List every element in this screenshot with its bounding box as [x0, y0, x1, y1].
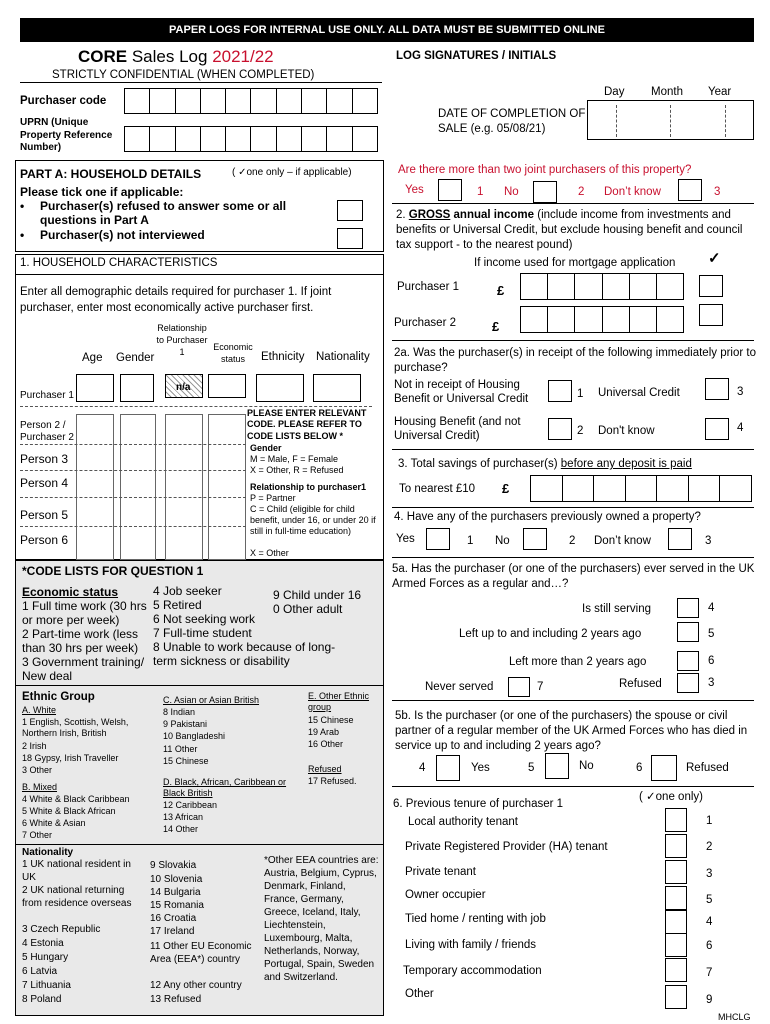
ethnic-group-title: Ethnic Group [22, 691, 95, 703]
q5b-no-checkbox[interactable] [545, 753, 569, 779]
row-divider [20, 444, 246, 445]
col-economic-header: Economic status [213, 342, 253, 364]
persons-relationship-column[interactable] [165, 414, 203, 560]
tenure-option-1-code: 1 [706, 815, 713, 827]
savings-input[interactable] [530, 475, 752, 502]
tenure-option-6-checkbox[interactable] [665, 933, 687, 957]
na-label: n/a [176, 382, 191, 393]
purchaser-code-label: Purchaser code [20, 95, 107, 107]
income-purchaser-1-label: Purchaser 1 [397, 281, 460, 293]
purchaser-1-ethnicity[interactable] [256, 374, 304, 402]
q5b-yes-checkbox[interactable] [436, 755, 460, 781]
nat-code-5: 5 Hungary [22, 952, 69, 963]
section-rule [392, 449, 754, 450]
q5b-spouse-question: 5b. Is the purchaser (or one of the purchasers) the spouse or civil partner of a regular member of the UK Armed Forces who has died in service up to and including 2 years ago? [395, 710, 748, 752]
savings-nearest-label: To nearest £10 [399, 483, 476, 495]
tenure-option-5-checkbox[interactable] [665, 910, 687, 934]
nat-code-12: 12 Any other country [150, 980, 242, 991]
tenure-option-4-checkbox[interactable] [665, 886, 687, 910]
benefit-option-2-checkbox[interactable] [548, 418, 572, 440]
eth-code-1: 1 English, Scottish, Welsh, Northern Irish, British [22, 717, 129, 738]
service-left-recent-checkbox[interactable] [677, 622, 699, 642]
q3-savings-question: 3. Total savings of purchaser(s) before any deposit is paid [398, 458, 692, 470]
eth-code-16: 16 Other [308, 739, 344, 749]
tenure-option-2-label: Private Registered Provider (HA) tenant [405, 841, 608, 853]
eth-code-2: 2 Irish [22, 741, 47, 751]
purchaser-1-nationality[interactable] [313, 374, 361, 402]
row-divider [20, 470, 246, 471]
footer-mhclg: MHCLG [718, 1012, 751, 1022]
section-rule [392, 557, 754, 558]
persons-age-column[interactable] [76, 414, 114, 560]
service-still-serving-label: Is still serving [582, 603, 652, 615]
benefit-option-2-label: Housing Benefit (and not Universal Credit) [394, 416, 521, 443]
q4-yes-checkbox[interactable] [426, 528, 450, 550]
tenure-option-8-label: Other [405, 988, 434, 1000]
benefit-option-4-label: Don't know [598, 425, 655, 437]
nat-code-13: 13 Refused [150, 994, 202, 1005]
uprn-label: UPRN (Unique Property Reference Number) [20, 117, 113, 153]
tenure-option-8-checkbox[interactable] [665, 985, 687, 1009]
service-left-earlier-label: Left more than 2 years ago [509, 656, 647, 668]
eth-other-heading: E. Other Ethnic group [308, 691, 370, 712]
nat-code-6: 6 Latvia [22, 966, 58, 977]
not-interviewed-label: Purchaser(s) not interviewed [40, 228, 205, 242]
service-never-checkbox[interactable] [508, 677, 530, 697]
econ-code-6: 6 Not seeking work [153, 612, 256, 626]
col-nationality-header: Nationality [316, 351, 370, 363]
nat-code-15: 15 Romania [150, 900, 204, 911]
service-refused-code: 3 [708, 677, 715, 689]
q2-income-question: 2. GROSS annual income (include income from investments and benefits or Universal Credit, but exclude housing benefit and council tax support - to the nearest pound) [396, 209, 743, 251]
econ-code-0: 0 Other adult [273, 602, 343, 616]
service-left-recent-label: Left up to and including 2 years ago [459, 628, 642, 640]
section-rule [392, 340, 754, 341]
benefit-option-3-label: Universal Credit [598, 387, 680, 399]
date-month-label: Month [651, 86, 683, 98]
eth-code-8: 8 Indian [163, 707, 196, 717]
economic-status-title: Economic status [22, 585, 119, 599]
col-relationship-header: Relationship to Purchaser 1 [156, 323, 208, 358]
eth-code-14: 14 Other [163, 824, 199, 834]
tenure-option-2-code: 2 [706, 841, 713, 853]
gender-codes-line-2: X = Other, R = Refused [250, 465, 344, 475]
date-day-label: Day [604, 86, 625, 98]
nat-code-16: 16 Croatia [150, 913, 197, 924]
purchaser-1-economic[interactable] [208, 374, 246, 398]
bullet-dot: • [20, 199, 25, 213]
q5b-no-label: No [579, 760, 594, 772]
q5b-yes-label: Yes [471, 762, 490, 774]
benefit-option-1-checkbox[interactable] [548, 380, 572, 402]
q4-dk-label: Don’t know [594, 535, 651, 547]
income-purchaser-2-label: Purchaser 2 [394, 317, 457, 329]
q4-dk-code: 3 [705, 535, 712, 547]
row-label-person-3: Person 3 [20, 452, 69, 466]
service-left-recent-code: 5 [708, 628, 715, 640]
pound-icon: £ [502, 481, 510, 496]
econ-code-7: 7 Full-time student [153, 626, 252, 640]
part-a-tick-note: ( ✓one only – if applicable) [232, 167, 352, 178]
q5a-armed-forces-question: 5a. Has the purchaser (or one of the purchasers) ever served in the UK Armed Forces as a regular and…? [392, 563, 755, 590]
refused-option-label: Purchaser(s) refused to answer some or all questions in Part A [40, 199, 287, 228]
gender-codes-line-1: M = Male, F = Female [250, 454, 339, 464]
not-interviewed-checkbox[interactable] [337, 228, 363, 249]
q4-yes-code: 1 [467, 535, 474, 547]
nat-code-14: 14 Bulgaria [150, 887, 201, 898]
household-title: 1. HOUSEHOLD CHARACTERISTICS [20, 257, 218, 269]
eth-code-6: 6 White & Asian [22, 818, 86, 828]
econ-code-3: 3 Government training/ New deal [22, 655, 145, 684]
q4-no-label: No [495, 535, 510, 547]
tenure-option-7-code: 7 [706, 967, 713, 979]
joint-no-code: 2 [578, 186, 585, 198]
econ-code-9: 9 Child under 16 [273, 588, 362, 602]
gender-codes-title: Gender [250, 443, 282, 453]
tenure-option-2-checkbox[interactable] [665, 834, 687, 858]
code-divider [15, 844, 384, 845]
eth-code-18: 18 Gypsy, Irish Traveller [22, 753, 119, 763]
eea-countries-note: *Other EEA countries are: Austria, Belgium, Cyprus, Denmark, Finland, France, Germany, Greece, Iceland, Italy, Liechtenstein, Luxembourg, Malta, Netherlands, Norway, Portugal, Spain, Sweden and Switzerland. [264, 855, 379, 983]
econ-code-2: 2 Part-time work (less than 30 hrs per week) [22, 627, 139, 656]
eth-code-17: 17 Refused. [308, 776, 357, 786]
col-age-header: Age [82, 352, 103, 364]
benefit-option-2-code: 2 [577, 425, 584, 437]
col-gender-header: Gender [116, 352, 155, 364]
persons-economic-column[interactable] [208, 414, 246, 560]
please-tick-label: Please tick one if applicable: [20, 185, 184, 199]
joint-yes-code: 1 [477, 186, 484, 198]
bullet-dot: • [20, 228, 25, 242]
q4-no-code: 2 [569, 535, 576, 547]
nat-code-2: 2 UK national returning from residence overseas [22, 885, 132, 909]
tenure-option-5-code: 4 [706, 916, 713, 928]
relationship-code-partner: P = Partner [250, 493, 296, 503]
purchaser-1-gender[interactable] [120, 374, 154, 402]
nat-code-17: 17 Ireland [150, 926, 195, 937]
eth-code-7: 7 Other [22, 830, 53, 840]
q5b-no-code: 5 [528, 762, 535, 774]
service-still-serving-checkbox[interactable] [677, 598, 699, 618]
joint-dk-code: 3 [714, 186, 721, 198]
nat-code-11: 11 Other EU Economic Area (EEA*) country [150, 941, 252, 965]
page-title: CORE Sales Log 2021/22 [78, 47, 274, 66]
eth-code-15: 15 Chinese [163, 756, 209, 766]
relationship-code-child: C = Child (eligible for child benefit, under 16, or under 20 if still in full-time education) [250, 504, 376, 536]
date-year-label: Year [708, 86, 732, 98]
code-notice: PLEASE ENTER RELEVANT CODE. PLEASE REFER TO CODE LISTS BELOW * [247, 408, 367, 441]
joint-dk-checkbox[interactable] [678, 179, 702, 201]
econ-code-4: 4 Job seeker [153, 584, 222, 598]
tenure-option-6-code: 6 [706, 940, 713, 952]
service-left-earlier-code: 6 [708, 655, 715, 667]
section-rule [392, 203, 754, 204]
income-p2-mortgage-checkbox[interactable] [699, 304, 723, 326]
relationship-codes-title: Relationship to purchaser1 [250, 482, 367, 492]
tenure-option-1-checkbox[interactable] [665, 808, 687, 832]
eth-mixed-heading: B. Mixed [22, 782, 58, 792]
eth-code-11: 11 Other [163, 744, 198, 754]
nat-code-4: 4 Estonia [22, 938, 64, 949]
row-divider [20, 406, 372, 407]
tenure-option-3-checkbox[interactable] [665, 860, 687, 884]
tenure-option-8-code: 9 [706, 994, 713, 1006]
eth-code-9: 9 Pakistani [163, 719, 208, 729]
eth-code-13: 13 African [163, 812, 204, 822]
q5b-yes-code: 4 [419, 762, 426, 774]
service-left-earlier-checkbox[interactable] [677, 651, 699, 671]
tenure-option-7-checkbox[interactable] [665, 958, 687, 982]
joint-yes-label: Yes [405, 184, 424, 196]
benefit-option-3-checkbox[interactable] [705, 378, 729, 400]
nat-code-3: 3 Czech Republic [22, 924, 101, 935]
tenure-option-3-label: Private tenant [405, 866, 476, 878]
tenure-option-4-label: Owner occupier [405, 889, 486, 901]
household-title-rule [15, 274, 384, 275]
pound-icon: £ [497, 283, 505, 298]
purchaser-code-input[interactable] [124, 88, 378, 114]
eth-code-4: 4 White & Black Caribbean [22, 794, 130, 804]
tenure-option-3-code: 3 [706, 868, 713, 880]
service-never-label: Never served [425, 681, 494, 693]
uprn-input[interactable] [124, 126, 378, 152]
code-lists-title: *CODE LISTS FOR QUESTION 1 [22, 564, 204, 578]
q4-no-checkbox[interactable] [523, 528, 547, 550]
q4-yes-label: Yes [396, 533, 415, 545]
section-rule [392, 700, 754, 701]
refused-checkbox[interactable] [337, 200, 363, 221]
section-rule [392, 507, 754, 508]
part-a-title: PART A: HOUSEHOLD DETAILS [20, 167, 202, 181]
benefit-option-1-code: 1 [577, 388, 584, 400]
tenure-option-5-label: Tied home / renting with job [405, 913, 546, 925]
row-label-person-4: Person 4 [20, 476, 69, 490]
banner-text: PAPER LOGS FOR INTERNAL USE ONLY. ALL DATA MUST BE SUBMITTED ONLINE [169, 24, 605, 36]
pound-icon: £ [492, 319, 500, 334]
tenure-option-1-label: Local authority tenant [408, 816, 518, 828]
row-label-person-5: Person 5 [20, 508, 69, 522]
service-never-code: 7 [537, 681, 544, 693]
nat-code-1: 1 UK national resident in UK [22, 859, 131, 883]
q4-dk-checkbox[interactable] [668, 528, 692, 550]
q2a-benefits-question: 2a. Was the purchaser(s) in receipt of the following immediately prior to purchase? [394, 347, 756, 374]
row-divider [20, 526, 246, 527]
eth-white-heading: A. White [22, 705, 57, 715]
nat-code-7: 7 Lithuania [22, 980, 71, 991]
service-still-serving-code: 4 [708, 602, 715, 614]
q6-tenure-question: 6. Previous tenure of purchaser 1 [393, 798, 564, 810]
eth-code-15b: 15 Chinese [308, 715, 354, 725]
eth-asian-heading: C. Asian or Asian British [163, 695, 260, 705]
section-rule [392, 786, 754, 787]
service-refused-label: Refused [619, 678, 662, 690]
econ-code-1: 1 Full time work (30 hrs or more per week) [22, 599, 147, 628]
row-label-person-6: Person 6 [20, 533, 69, 547]
eth-refused-heading: Refused [308, 764, 342, 774]
eth-code-12: 12 Caribbean [163, 800, 218, 810]
joint-dk-label: Don’t know [604, 186, 661, 198]
benefit-option-4-checkbox[interactable] [705, 418, 729, 440]
purchaser-1-age[interactable] [76, 374, 114, 402]
date-of-completion-label: DATE OF COMPLETION OF SALE (e.g. 05/08/21) [438, 108, 586, 135]
eth-code-10: 10 Bangladeshi [163, 731, 226, 741]
date-input[interactable] [587, 100, 754, 140]
benefit-option-1-label: Not in receipt of Housing Benefit or Universal Credit [394, 379, 529, 406]
income-p1-mortgage-checkbox[interactable] [699, 275, 723, 297]
row-divider [20, 497, 246, 498]
eth-black-heading: D. Black, African, Caribbean or Black British [163, 777, 287, 798]
joint-no-checkbox[interactable] [533, 181, 557, 203]
tenure-option-7-label: Temporary accommodation [403, 965, 542, 977]
income-purchaser-2-input[interactable] [520, 306, 684, 333]
row-label-purchaser-1: Purchaser 1 [20, 390, 74, 401]
relationship-code-other: X = Other [250, 548, 289, 558]
econ-code-8: 8 Unable to work because of long-term sickness or disability [153, 640, 336, 669]
col-ethnicity-header: Ethnicity [261, 351, 305, 363]
mortgage-tick-icon: ✓ [708, 250, 721, 267]
eth-code-5: 5 White & Black African [22, 806, 116, 816]
q5b-refused-code: 6 [636, 762, 643, 774]
benefit-option-3-code: 3 [737, 386, 744, 398]
nat-code-9: 9 Slovakia [150, 860, 197, 871]
tenure-option-4-code: 5 [706, 894, 713, 906]
nat-code-8: 8 Poland [22, 994, 62, 1005]
q5b-refused-checkbox[interactable] [651, 755, 677, 781]
service-refused-checkbox[interactable] [677, 673, 699, 693]
tenure-option-6-label: Living with family / friends [405, 939, 537, 951]
q5b-refused-label: Refused [686, 762, 729, 774]
joint-purchasers-question: Are there more than two joint purchasers of this property? [398, 164, 692, 176]
signatures-heading: LOG SIGNATURES / INITIALS [396, 50, 557, 62]
q6-tick-note: ( ✓one only) [639, 791, 703, 803]
joint-yes-checkbox[interactable] [438, 179, 462, 201]
row-label-person-2: Person 2 / Purchaser 2 [20, 420, 74, 443]
confidential-notice: STRICTLY CONFIDENTIAL (WHEN COMPLETED) [52, 69, 315, 81]
eth-code-3: 3 Other [22, 765, 53, 775]
benefit-option-4-code: 4 [737, 422, 744, 434]
nationality-title: Nationality [22, 847, 74, 858]
joint-no-label: No [504, 186, 519, 198]
eth-code-19: 19 Arab [308, 727, 340, 737]
title-rule [20, 82, 382, 83]
econ-code-5: 5 Retired [153, 598, 202, 612]
code-divider [15, 685, 384, 686]
income-purchaser-1-input[interactable] [520, 273, 684, 300]
mortgage-application-label: If income used for mortgage application [474, 257, 676, 269]
persons-gender-column[interactable] [120, 414, 156, 560]
household-intro: Enter all demographic details required for purchaser 1. If joint purchaser, enter most economically active purchaser first. [20, 286, 332, 314]
q4-previous-owner-question: 4. Have any of the purchasers previously owned a property? [394, 511, 701, 523]
nat-code-10: 10 Slovenia [150, 874, 203, 885]
